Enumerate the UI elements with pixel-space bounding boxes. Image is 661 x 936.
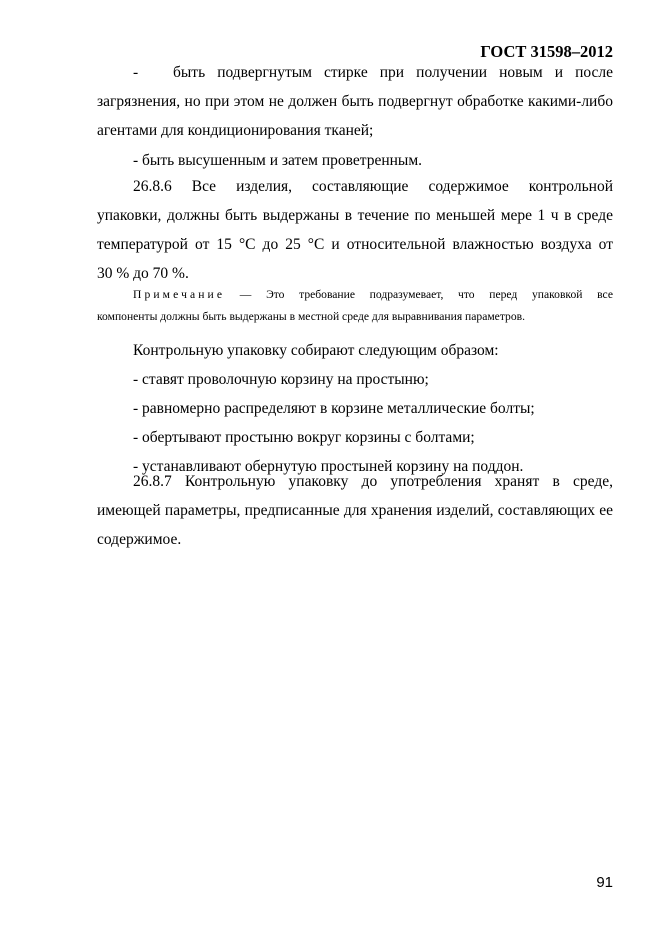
- text-line: температурой от 15 °С до 25 °С и относительной влажностью воздуха от: [97, 236, 613, 253]
- page-number: 91: [596, 874, 613, 891]
- assembly-list: [133, 336, 613, 481]
- document-header: ГОСТ 31598–2012: [480, 42, 613, 61]
- text-line: 26.8.6 Все изделия, составляющие содержимое контрольной: [133, 178, 613, 195]
- text-line: быть подвергнутым стирке при получении новым и после: [173, 64, 613, 81]
- note-block: [97, 284, 613, 328]
- note-label: Примечание: [133, 288, 226, 301]
- text-line: содержимое.: [97, 531, 182, 548]
- text-line: 30 % до 70 %.: [97, 265, 189, 282]
- note-text: — Это требование подразумевает, что перед упаковкой все: [225, 288, 613, 301]
- list-item: - ставят проволочную корзину на простыню;: [133, 371, 429, 388]
- text-line: 26.8.7 Контрольную упаковку до употребления хранят в среде,: [133, 473, 613, 490]
- list-item: - обертывают простыню вокруг корзины с болтами;: [133, 429, 475, 446]
- text-line: упаковки, должны быть выдержаны в течение по меньшей мере 1 ч в среде: [97, 207, 613, 224]
- paragraph-26-8-6: [97, 172, 613, 288]
- paragraph-dry: [133, 146, 613, 175]
- list-intro: Контрольную упаковку собирают следующим образом:: [133, 342, 499, 359]
- text-line: агентами для кондиционирования тканей;: [97, 122, 374, 139]
- text-line: имеющей параметры, предписанные для хранения изделий, составляющих ее: [97, 502, 613, 519]
- note-text: компоненты должны быть выдержаны в местной среде для выравнивания параметров.: [97, 310, 525, 323]
- text-line: загрязнения, но при этом не должен быть подвергнут обработке какими-либо: [97, 93, 613, 110]
- paragraph-26-8-7: [97, 467, 613, 554]
- text-line: - быть высушенным и затем проветренным.: [133, 152, 423, 169]
- list-dash: -: [133, 64, 139, 81]
- list-item: - устанавливают обернутую простыней корзину на поддон.: [133, 458, 524, 475]
- list-item: - равномерно распределяют в корзине металлические болты;: [133, 400, 535, 417]
- paragraph-wash: [97, 58, 613, 145]
